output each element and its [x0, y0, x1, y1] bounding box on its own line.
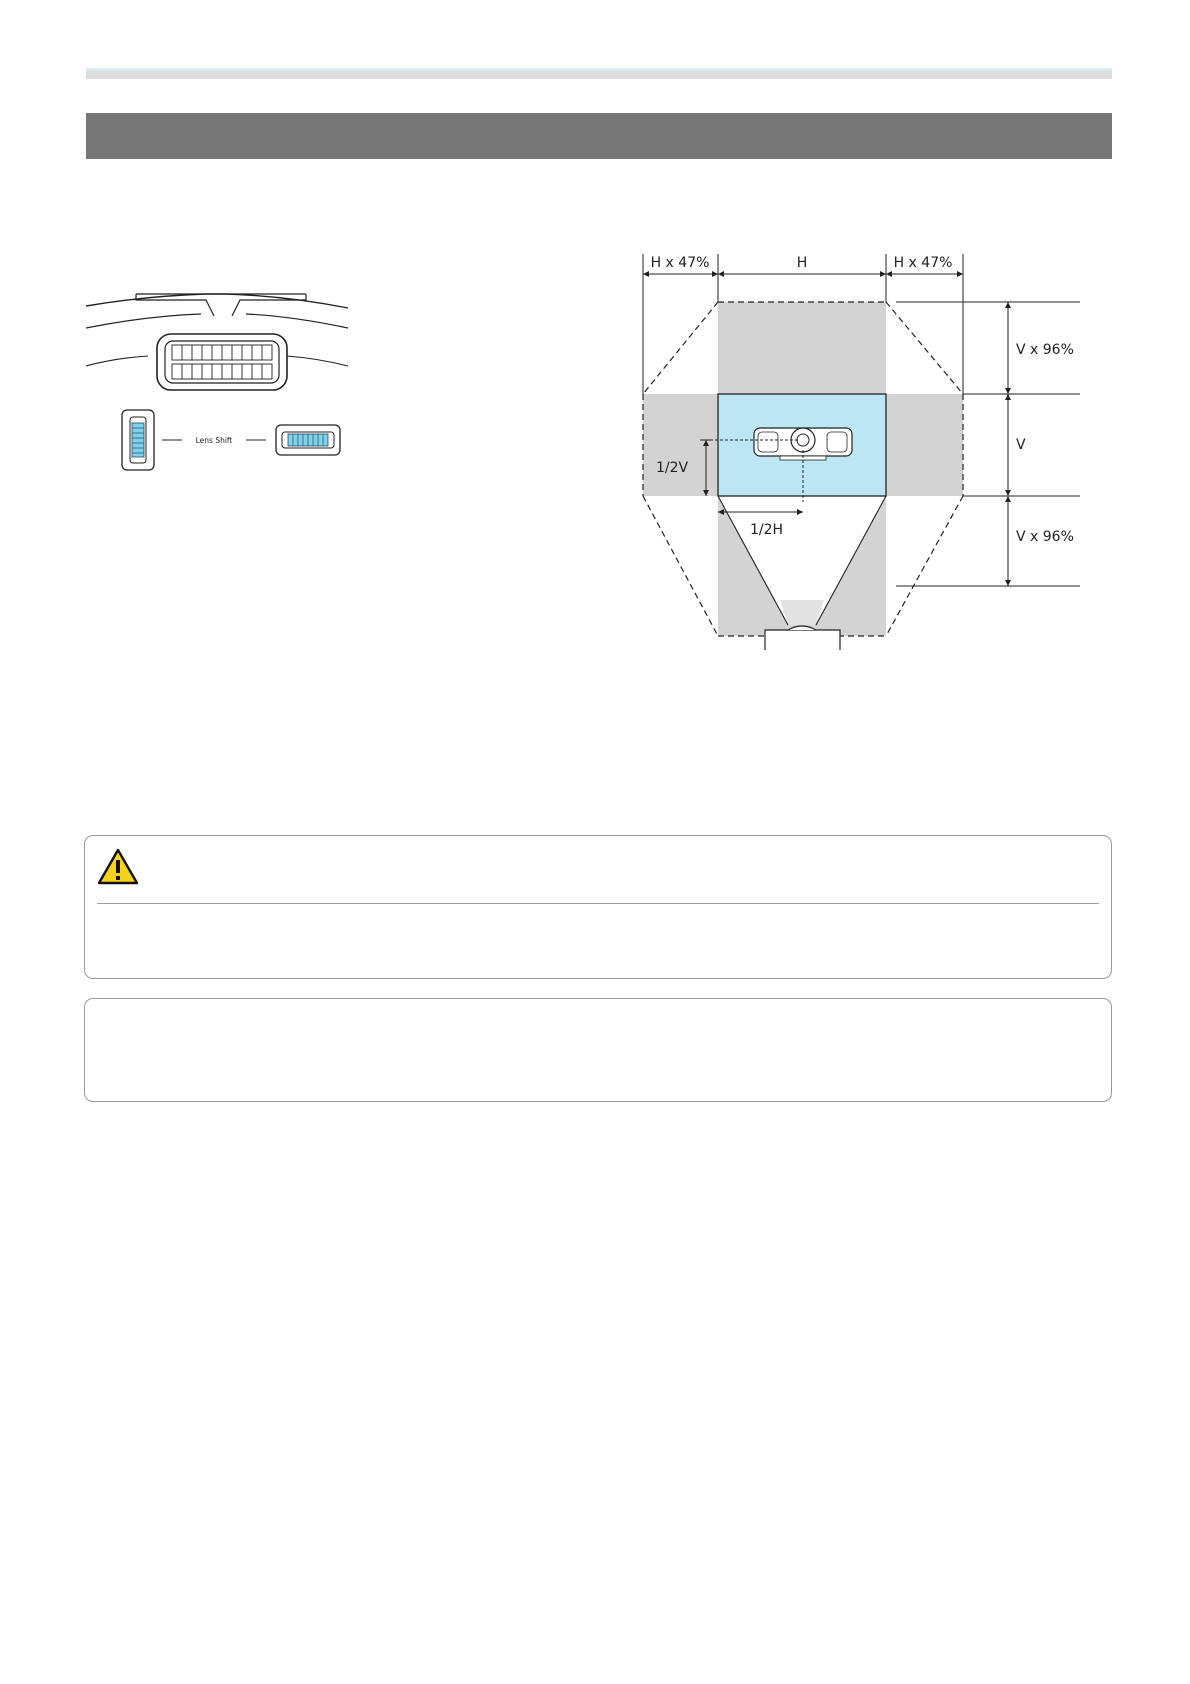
v-top-percent-label: V x 96%: [1016, 342, 1074, 358]
h-label: H: [796, 255, 808, 271]
half-h-label: 1/2H: [750, 522, 784, 538]
caution-divider: [97, 903, 1099, 904]
section-title-bar: [86, 113, 1112, 159]
lens-shift-dials-illustration: [86, 286, 356, 476]
header-rule: [86, 71, 1112, 79]
caution-box: [84, 835, 1112, 979]
h-right-percent-label: H x 47%: [893, 255, 953, 271]
vertical-lens-shift-dial-icon: [122, 410, 154, 470]
lens-shift-range-diagram: [630, 250, 1080, 650]
v-bottom-percent-label: V x 96%: [1016, 529, 1074, 545]
warning-triangle-icon: [97, 848, 139, 886]
note-box: [84, 998, 1112, 1102]
h-left-percent-label: H x 47%: [650, 255, 710, 271]
lens-shift-label: Lens Shift: [195, 436, 233, 445]
v-label: V: [1016, 437, 1026, 453]
half-v-label: 1/2V: [656, 460, 689, 476]
horizontal-lens-shift-dial-icon: [276, 425, 340, 455]
